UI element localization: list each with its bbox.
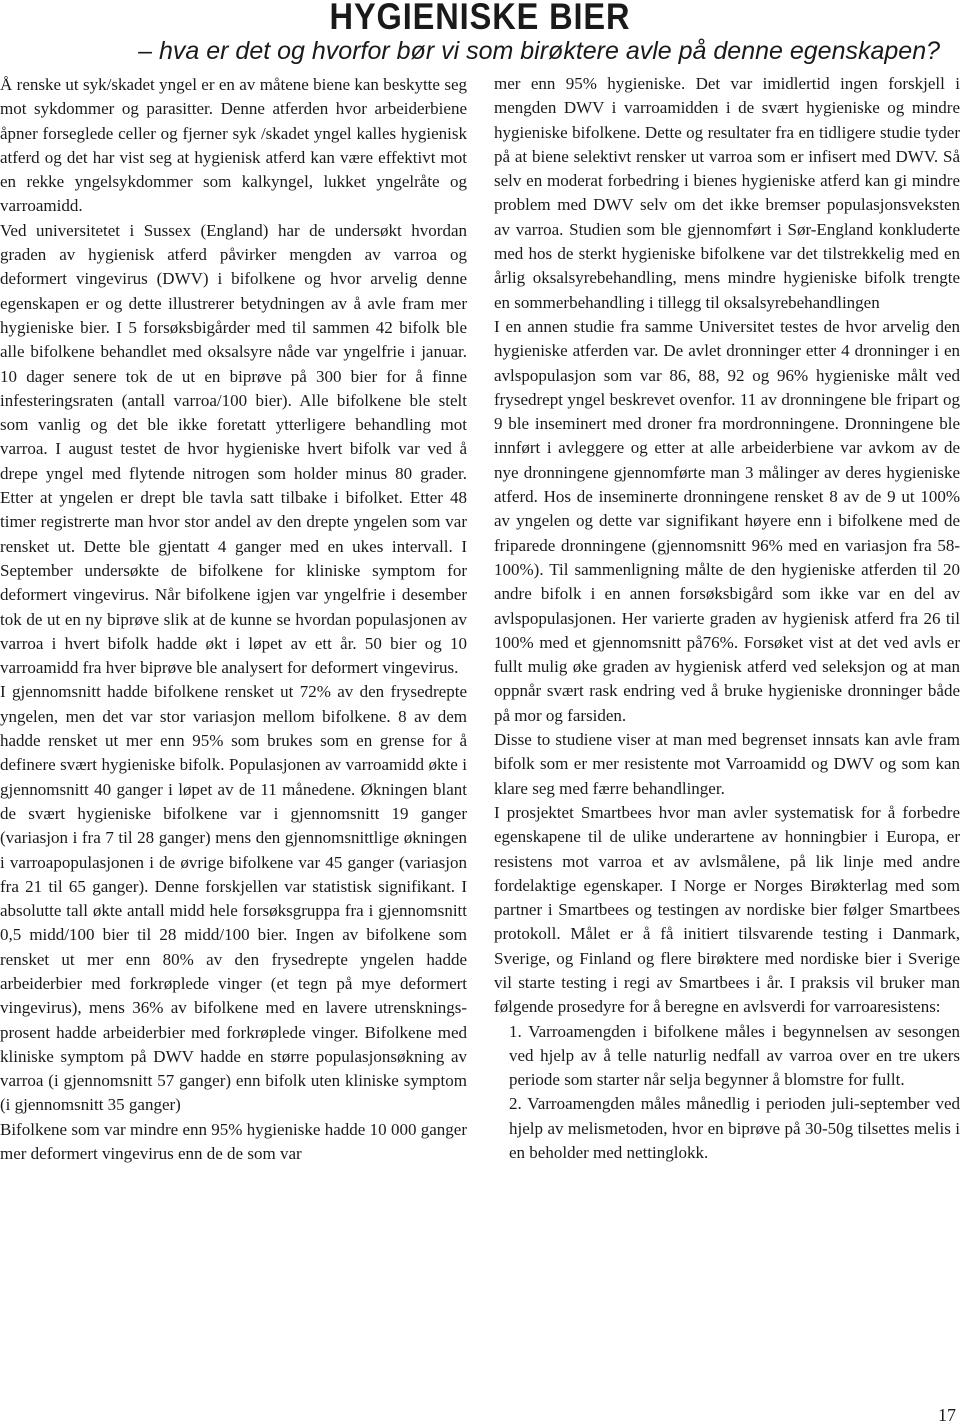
paragraph: Disse to studiene viser at man med begrenset innsats kan avle fram bifolk som er mer resistente mot Varroamidd og DWV og som kan klare seg med færre behandlinger.	[494, 730, 960, 798]
list-item: 1. Varroamengden i bifolkene måles i begynnelsen av sesongen ved hjelp av å telle naturlig nedfall av varroa over en tre ukers periode som starter når selja begynner å blomstre for fullt.	[509, 1021, 960, 1090]
page-number: 17	[938, 1405, 956, 1425]
paragraph: I prosjektet Smartbees hvor man avler systematisk for å forbedre egenskapene til de ulike underartene av honningbier i Europa, er resistens mot varroa et av avlsmålene, på lik linje med andre fordelaktige egenskaper. I Norge er Norges Birøkterlag med som partner i Smartbees og testingen av nordiske bier følger Smartbees protokoll. Målet er å få initiert tilsvarende testing i Danmark, Sverige, og Finland og flere birøktere med nordiske bier i Sverige vil starte testing i regi av Smartbees i år. I praksis vil bruker man følgende prosedyre for å beregne en avlsverdi for varroaresistens:	[494, 802, 960, 1017]
paragraph: mer enn 95% hygieniske. Det var imidlertid ingen forskjell i mengden DWV i varroamidden i de svært hygieniske og mindre hygieniske bifolkene. Dette og resultater fra en tidligere studie tyder på at biene selektivt rensker ut varroa som er infisert med DWV. Så selv en moderat forbedring i bienes hygieniske atferd kan gi mindre problem med DWV selv om det ikke bremser populasjonsveksten av varroa. Studien som ble gjennomført i Sør-England konkluderte med hos de sterkt hygieniske bifolkene var det tilstrekkelig med en årlig oksalsyrebehandling, mens mindre hygieniske bifolk trengte en sommerbehandling i tillegg til oksalsyrebehandlingen	[494, 74, 960, 312]
left-column	[0, 73, 467, 1166]
paragraph: I gjennomsnitt hadde bifolkene rensket ut 72% av den frysedrepte yngelen, men det var stor variasjon mellom bifolkene. 8 av dem hadde rensket ut mer enn 95% som brukes som en grense for å definere svært hygieniske bifolk. Populasjonen av varroamidd økte i gjennomsnitt 40 ganger i løpet av de 11 månedene. Økningen blant de svært hygieniske bifolkene var i gjennomsnitt 19 ganger (variasjon i fra 7 til 28 ganger) mens den gjennomsnittlige økningen i varroapopulasjonen i de øvrige bifolkene var 45 ganger (variasjon fra 21 til 65 ganger). Denne forskjellen var statistisk signifikant. I absolutte tall økte antall midd hele forsøksgruppa fra i gjennomsnitt 0,5 midd/100 bier til 28 midd/100 bier. Ingen av bifolkene som rensket ut mer enn 80% av den frysedrepte yngelen hadde arbeiderbier med forkrøplede vinger (et tegn på mye deformert vingevirus), mens 36% av bifolkene med en lavere utrenskningsprosent hadde arbeiderbier med forkrøplede vinger. Bifolkene med kliniske symptom på DWV hadde en større populasjonsøkning av varroa (i gjennomsnitt 57 ganger) enn bifolk uten kliniske symptom (i gjennomsnitt 35 ganger)	[0, 682, 467, 1115]
paragraph: Ved universitetet i Sussex (England) har de undersøkt hvordan graden av hygienisk atferd påvirker mengden av varroa og deformert vingevirus (DWV) i bifolkene og hvor arvelig denne egenskapen er og dette illustrerer betydningen av å avle fram mer hygieniske bier. I 5 forsøksbigårder med til sammen 42 bifolk ble alle bifolkene behandlet med oksalsyre nåde var yngelfrie i januar. 10 dager senere tok de ut en biprøve på 300 bier for å finne infesteringsraten (antall varroa/100 bier). Alle bifolkene ble stelt som vanlig og det ble ikke foretatt ytterligere behandling mot varroa. I august testet de hvor hygieniske hvert bifolk var ved å drepe yngel med flytende nitrogen som holder minus 80 grader. Etter at yngelen er drept ble tavla satt tilbake i bifolket. Etter 48 timer registrerte man hvor stor andel av den drepte yngelen som var rensket ut. Dette ble gjentatt 4 ganger med en ukes intervall. I September undersøkte de bifolkene for kliniske symptom for deformert vingevirus. Når bifolkene igjen var yngelfrie i desember tok de ut en ny biprøve slik at de kunne se hvordan populasjonen av varroa i hvert bifolk hadde økt i løpet av ett år. 50 bier og 10 varroamidd fra hver biprøve ble analysert for deformert vingevirus.	[0, 220, 467, 678]
paragraph: I en annen studie fra samme Universitet testes de hvor arvelig den hygieniske atferden var. De avlet dronninger etter 4 dronninger i en avlspopulasjon som var 86, 88, 92 og 96% hygieniske målt ved frysedrept yngel beskrevet ovenfor. 11 av dronningene ble fripart og 9 ble inseminert med droner fra mordronningene. Dronningene ble innført i avleggere og etter at alle arbeiderbiene var avkom av de nye dronningene gjennomførte man 3 målinger av deres hygieniske atferd. Hos de inseminerte dronningene rensket 8 av de 9 ut 100% av yngelen og dette var signifikant høyere enn i bifolkene med de friparede dronningene (gjennomsnitt 96% med en variasjon fra 58-100%). Til sammenligning målte de den hygieniske atferden til 20 andre bifolk i en annen forsøksbigård som ikke var en del av avlspopulasjonen. Her varierte graden av hygienisk atferd fra 26 til 100% med et gjennomsnitt på76%. Forsøket vist at det ved avls er fullt mulig øke graden av hygienisk atferd ved seleksjon og at man oppnår svært rask endring ved å bruke hygieniske dronninger både på mor og farsiden.	[494, 316, 960, 725]
paragraph: Å renske ut syk/skadet yngel er en av måtene biene kan beskytte seg mot sykdommer og parasitter. Denne atferden hvor arbeiderbiene åpner forseglede celler og fjerner syk /skadet yngel kalles hygienisk atferd og det har vist seg at hygienisk atferd kan være effektivt mot en rekke yngelsykdommer som kalkyngel, lukket yngelråte og varroamidd.	[0, 75, 467, 216]
page-title: HYGIENISKE BIER	[329, 0, 631, 37]
paragraph: Bifolkene som var mindre enn 95% hygieniske hadde 10 000 ganger mer deformert vingevirus enn de de som var	[0, 1119, 467, 1164]
procedure-list	[494, 1020, 960, 1166]
right-column	[494, 72, 960, 1165]
list-item: 2. Varroamengden måles månedlig i perioden juli-september ved hjelp av melismetoden, hvor en biprøve på 30-50g tilsettes melis i en beholder med nettinglokk.	[509, 1094, 960, 1163]
page-subtitle: – hva er det og hvorfor bør vi som birøktere avle på denne egenskapen?	[138, 37, 940, 65]
